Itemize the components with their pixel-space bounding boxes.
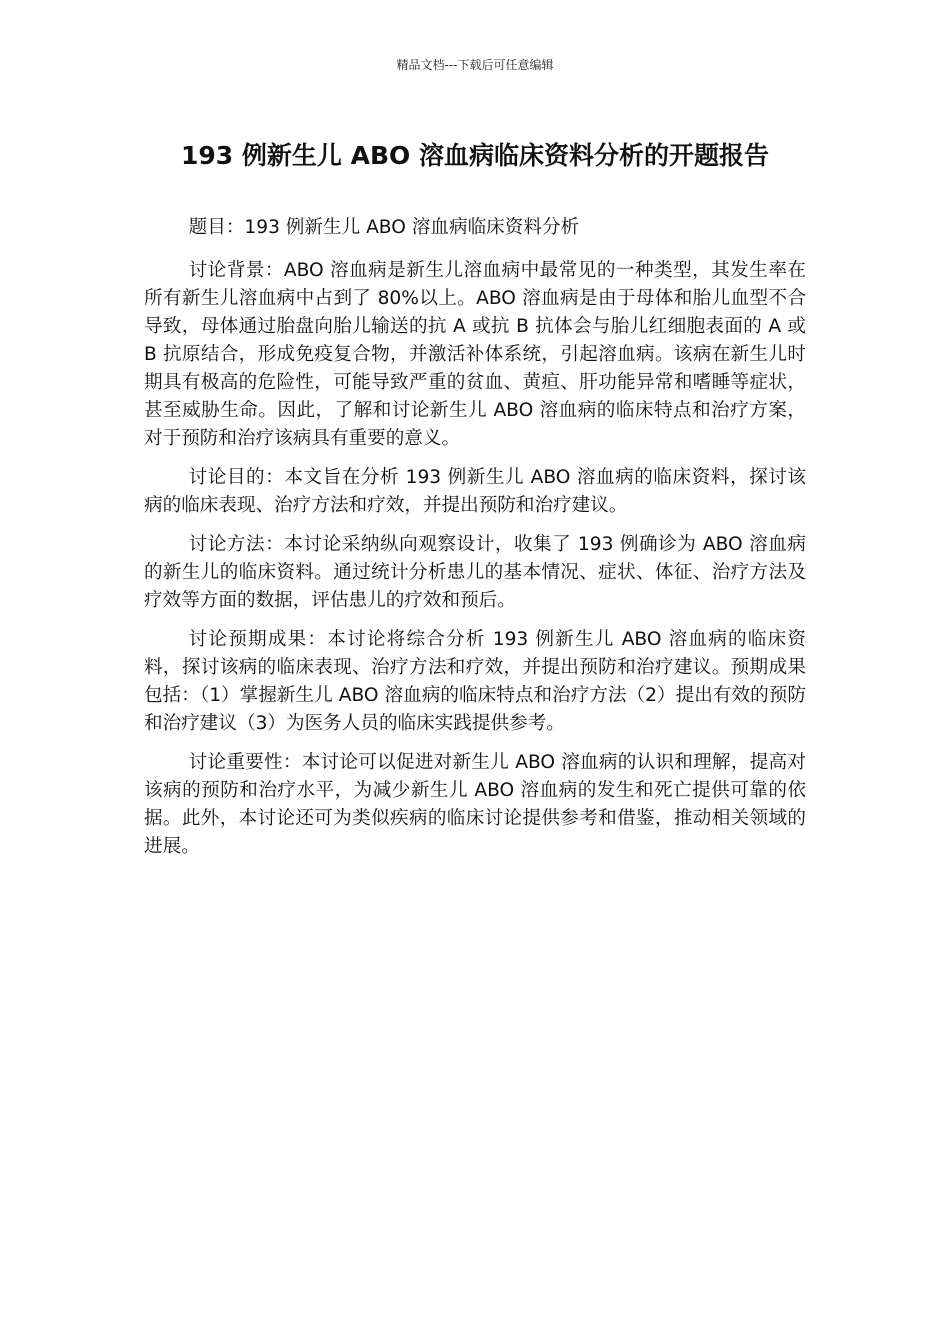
paragraph-background: 讨论背景：ABO 溶血病是新生儿溶血病中最常见的一种类型，其发生率在所有新生儿溶血病中占到了 80%以上。ABO 溶血病是由于母体和胎儿血型不合导致，母体通过胎盘向胎儿输送的抗 A 或抗 B 抗体会与胎儿红细胞表面的 A 或 B 抗原结合，形成免疫复合物，并激活补体系统，引起溶血病。该病在新生儿时期具有极高的危险性，可能导致严重的贫血、黄疸、肝功能异常和嗜睡等症状，甚至威胁生命。因此，了解和讨论新生儿 ABO 溶血病的临床特点和治疗方案，对于预防和治疗该病具有重要的意义。 [144, 260, 806, 449]
paragraph-expected-results: 讨论预期成果：本讨论将综合分析 193 例新生儿 ABO 溶血病的临床资料，探讨该病的临床表现、治疗方法和疗效，并提出预防和治疗建议。预期成果包括：（1）掌握新生儿 ABO 溶血病的临床特点和治疗方法（2）提出有效的预防和治疗建议（3）为医务人员的临床实践提供参考。 [144, 629, 806, 734]
document-title: 193 例新生儿 ABO 溶血病临床资料分析的开题报告 [181, 141, 769, 170]
header-note: 精品文档---下载后可任意编辑 [396, 58, 554, 72]
paragraph-method: 讨论方法：本讨论采纳纵向观察设计，收集了 193 例确诊为 ABO 溶血病的新生儿的临床资料。通过统计分析患儿的基本情况、症状、体征、治疗方法及疗效等方面的数据，评估患儿的疗效和预后。 [144, 534, 806, 611]
paragraph-subject: 题目：193 例新生儿 ABO 溶血病临床资料分析 [188, 217, 580, 238]
paragraph-significance: 讨论重要性：本讨论可以促进对新生儿 ABO 溶血病的认识和理解，提高对该病的预防和治疗水平，为减少新生儿 ABO 溶血病的发生和死亡提供可靠的依据。此外，本讨论还可为类似疾病的临床讨论提供参考和借鉴，推动相关领域的进展。 [144, 752, 806, 857]
document-body [144, 214, 806, 872]
paragraph-purpose: 讨论目的：本文旨在分析 193 例新生儿 ABO 溶血病的临床资料，探讨该病的临床表现、治疗方法和疗效，并提出预防和治疗建议。 [144, 467, 806, 516]
